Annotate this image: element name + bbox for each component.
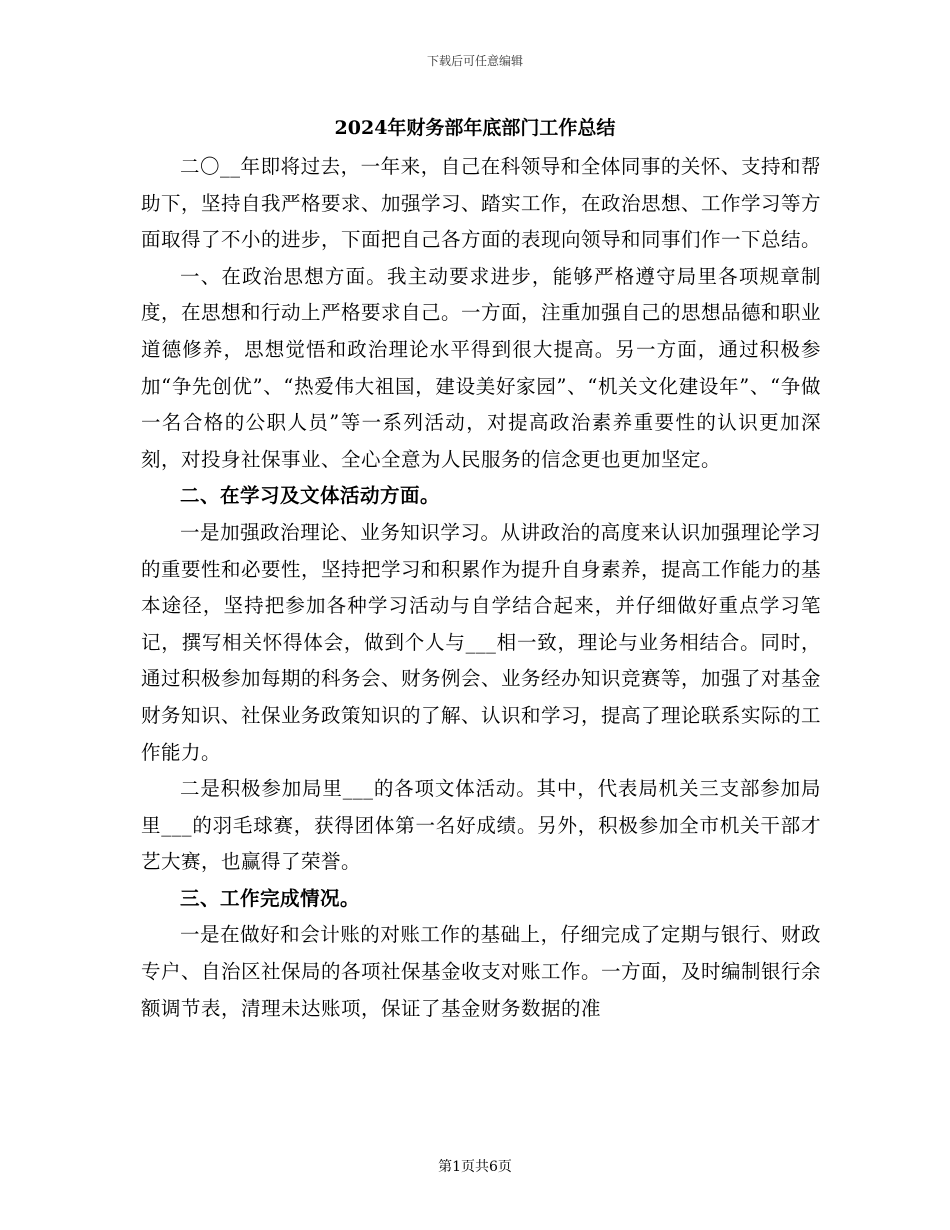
page-header-note: 下载后可任意编辑 bbox=[426, 54, 523, 68]
section-heading-work: 三、工作完成情况。 bbox=[180, 886, 361, 910]
paragraph-work-1: 一是在做好和会计账的对账工作的基础上，仔细完成了定期与银行、财政专户、自治区社保局的各项社保基金收支对账工作。一方面，及时编制银行余额调节表，清理未达账项，保证了基金财务数据的准 bbox=[141, 923, 822, 1020]
paragraph-intro: 二〇__年即将过去，一年来，自己在科领导和全体同事的关怀、支持和帮助下，坚持自我严格要求、加强学习、踏实工作，在政治思想、工作学习等方面取得了不小的进步，下面把自己各方面的表现向领导和同事们作一下总结。 bbox=[141, 155, 822, 252]
document-title: 2024年财务部年底部门工作总结 bbox=[334, 117, 616, 139]
paragraph-study-1: 一是加强政治理论、业务知识学习。从讲政治的高度来认识加强理论学习的重要性和必要性，坚持把学习和积累作为提升自身素养，提高工作能力的基本途径，坚持把参加各种学习活动与自学结合起来，并仔细做好重点学习笔记，撰写相关怀得体会，做到个人与___相一致，理论与业务相结合。同时，通过积极参加每期的科务会、财务例会、业务经办知识竞赛等，加强了对基金财务知识、社保业务政策知识的了解、认识和学习，提高了理论联系实际的工作能力。 bbox=[141, 520, 822, 764]
page-footer-number: 第1页共6页 bbox=[438, 1159, 512, 1175]
paragraph-study-2: 二是积极参加局里___的各项文体活动。其中，代表局机关三支部参加局里___的羽毛球赛，获得团体第一名好成绩。另外，积极参加全市机关干部才艺大赛，也赢得了荣誉。 bbox=[141, 777, 821, 874]
document-body bbox=[141, 149, 821, 1027]
section-heading-study: 二、在学习及文体活动方面。 bbox=[180, 484, 441, 508]
paragraph-political: 一、在政治思想方面。我主动要求进步，能够严格遵守局里各项规章制度，在思想和行动上严格要求自己。一方面，注重加强自己的思想品德和职业道德修养，思想觉悟和政治理论水平得到很大提高。另一方面，通过积极参加“争先创优”、“热爱伟大祖国，建设美好家园”、“机关文化建设年”、“争做一名合格的公职人员”等一系列活动，对提高政治素养重要性的认识更加深刻，对投身社保事业、全心全意为人民服务的信念更也更加坚定。 bbox=[141, 264, 822, 471]
